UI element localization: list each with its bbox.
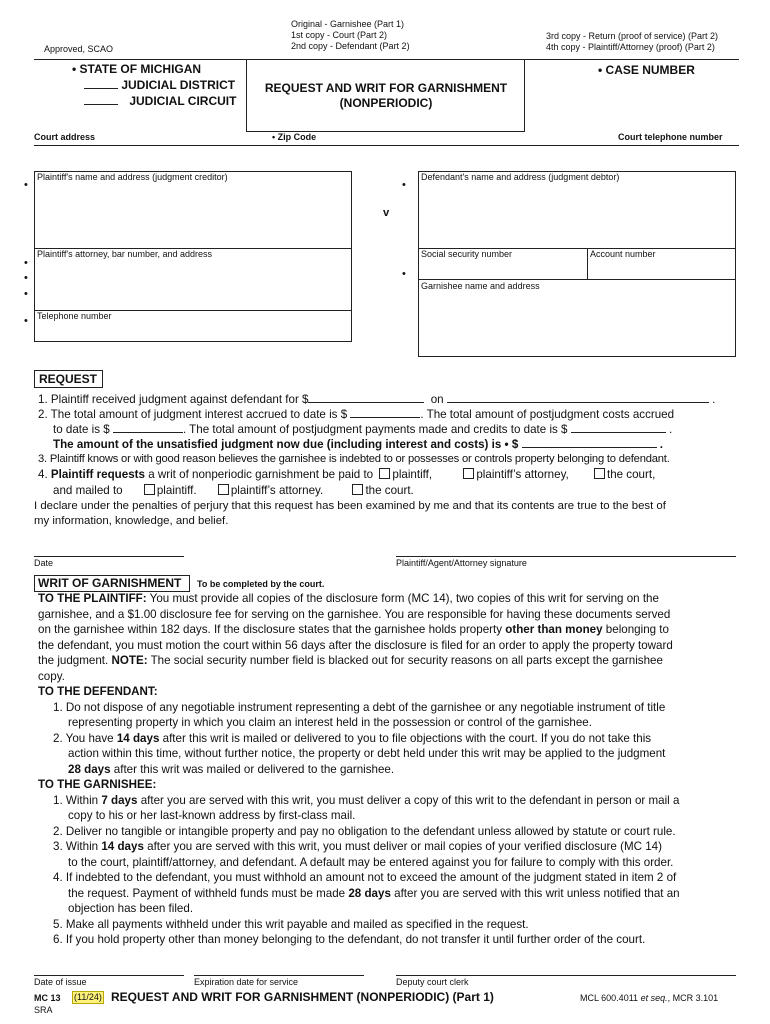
defendant-box[interactable]: [418, 171, 736, 357]
copy-line: 3rd copy - Return (proof of service) (Part 2): [546, 31, 719, 41]
judicial-district: JUDICIAL DISTRICT: [84, 78, 235, 93]
writ-subheading: To be completed by the court.: [197, 579, 325, 589]
request-item-1: 1. Plaintiff received judgment against defendant for $ on .: [38, 393, 716, 406]
versus-label: v: [383, 207, 390, 219]
bullet-marker: •: [402, 179, 406, 191]
form-title-line1: REQUEST AND WRIT FOR GARNISHMENT: [264, 81, 508, 95]
date-of-issue-label: Date of issue: [34, 977, 87, 987]
to-defendant-heading: TO THE DEFENDANT:: [38, 685, 158, 698]
copy-line: 2nd copy - Defendant (Part 2): [291, 41, 410, 51]
request-date-label: Date: [34, 558, 54, 568]
writ-heading: WRIT OF GARNISHMENT: [34, 575, 190, 592]
garnishee-item1-line2: copy to his or her last-known address by first-class mail.: [68, 809, 356, 822]
request-item-2a: 2. The total amount of judgment interest accrued to date is $ . The total amount of postjudgment costs accrued: [38, 408, 675, 421]
case-number-label: • CASE NUMBER: [598, 63, 695, 77]
mail-to-plaintiff-checkbox[interactable]: [144, 484, 155, 495]
district-blank[interactable]: [84, 78, 118, 89]
to-garnishee-heading: TO THE GARNISHEE:: [38, 778, 157, 791]
garnishee-item3-line1: 3. Within 14 days after you are served with this writ, you must deliver or mail copies of your verified disclosure (MC 14): [53, 840, 662, 853]
court-phone-label: Court telephone number: [618, 132, 723, 142]
declaration-line1: I declare under the penalties of perjury that this request has been examined by me and that its contents are true to the best of: [34, 500, 666, 512]
defendant-item2-line2: action within this time, without further notice, the property or debt held under this writ may be applied to the judgment: [68, 747, 666, 760]
request-item-3: 3. Plaintiff knows or with good reason believes the garnishee is indebted to or possesses or controls property belonging to defendant.: [38, 453, 670, 465]
request-item-4: 4. Plaintiff requests a writ of nonperiodic garnishment be paid to plaintiff, plaintiff’s attorney, the court,: [38, 468, 656, 481]
bullet-marker: •: [24, 288, 28, 300]
plaintiff-signature-line[interactable]: [396, 556, 736, 557]
plaintiff-signature-label: Plaintiff/Agent/Attorney signature: [396, 558, 527, 568]
to-plaintiff-line4: the defendant, you must motion the court within 56 days after the disclosure is filed for an order to apply the property toward: [38, 639, 673, 652]
header-divider-right: [524, 59, 525, 131]
unsatisfied-amount-blank[interactable]: [522, 437, 657, 448]
garnishee-item6: 6. If you hold property other than money belonging to the defendant, do not transfer it until further order of the court.: [53, 933, 646, 946]
declaration-line2: my information, knowledge, and belief.: [34, 515, 229, 527]
revision-date: (11/24): [74, 992, 102, 1002]
expiration-date-label: Expiration date for service: [194, 977, 299, 987]
form-title: [248, 81, 524, 111]
request-item-4-mail: and mailed to plaintiff. plaintiff’s attorney. the court.: [53, 484, 414, 497]
form-title-line2: (NONPERIODIC): [339, 96, 433, 110]
copy-distribution-left: [291, 19, 410, 52]
bullet-marker: •: [24, 315, 28, 327]
plaintiff-attorney-label: Plaintiff's attorney, bar number, and address: [37, 249, 212, 259]
request-heading: REQUEST: [34, 370, 103, 388]
citation: MCL 600.4011 et seq., MCR 3.101: [580, 993, 719, 1003]
garnishee-label: Garnishee name and address: [421, 281, 540, 291]
interest-amount-blank[interactable]: [350, 407, 420, 418]
plaintiff-name-label: Plaintiff's name and address (judgment creditor): [37, 172, 228, 182]
mail-to-attorney-checkbox[interactable]: [218, 484, 229, 495]
bullet-marker: •: [24, 179, 28, 191]
garnishee-item4-line1: 4. If indebted to the defendant, you must withhold an amount not to exceed the amount of the judgment stated in item 2 of: [53, 871, 677, 884]
to-plaintiff-line2: garnishee, and a $1.00 disclosure fee for serving on the garnishee. You are responsible for having these documents served: [38, 608, 671, 621]
costs-amount-blank[interactable]: [113, 422, 183, 433]
account-number-label: Account number: [590, 249, 656, 259]
state-of-michigan: • STATE OF MICHIGAN: [72, 62, 202, 76]
garnishee-item5: 5. Make all payments withheld under this writ payable and mailed as specified in the request.: [53, 918, 529, 931]
deputy-clerk-line[interactable]: [396, 975, 736, 976]
court-address-label: Court address: [34, 132, 96, 142]
copy-line: Original - Garnishee (Part 1): [291, 19, 405, 29]
date-signature-line[interactable]: [34, 556, 184, 557]
request-item-2c: The amount of the unsatisfied judgment now due (including interest and costs) is • $ .: [53, 438, 663, 451]
approved-scao: Approved, SCAO: [44, 44, 114, 54]
defendant-box-divider2: [418, 279, 736, 280]
judgment-amount-blank[interactable]: [308, 392, 424, 403]
paid-to-attorney-checkbox[interactable]: [463, 468, 474, 479]
footer-form-title: REQUEST AND WRIT FOR GARNISHMENT (NONPERIODIC) (Part 1): [111, 990, 494, 1004]
request-item-2b: to date is $ . The total amount of postjudgment payments made and credits to date is $ .: [53, 423, 673, 436]
bullet-marker: •: [24, 257, 28, 269]
court-info-rule: [34, 145, 739, 146]
defendant-item1-line1: 1. Do not dispose of any negotiable instrument representing a debt of the garnishee or any negotiable instrument of title: [53, 701, 666, 714]
garnishee-item3-line2: to the court, plaintiff/attorney, and defendant. A default may be entered against you for failure to comply with this order.: [68, 856, 674, 869]
header-top-rule: [34, 59, 739, 60]
copy-line: 1st copy - Court (Part 2): [291, 30, 388, 40]
sra-label: SRA: [34, 1005, 53, 1015]
circuit-blank[interactable]: [84, 94, 118, 105]
paid-to-court-checkbox[interactable]: [594, 468, 605, 479]
bullet-marker: •: [24, 272, 28, 284]
telephone-label: Telephone number: [37, 311, 112, 321]
defendant-name-label: Defendant's name and address (judgment debtor): [421, 172, 620, 182]
paid-to-plaintiff-checkbox[interactable]: [379, 468, 390, 479]
form-code: MC 13: [34, 993, 61, 1003]
garnishee-item1-line1: 1. Within 7 days after you are served with this writ, you must deliver a copy of this writ to the defendant in person or mail a: [53, 794, 680, 807]
judicial-circuit: JUDICIAL CIRCUIT: [84, 94, 236, 109]
garnishee-item4-line3: objection has been filed.: [68, 902, 194, 915]
to-plaintiff-line3: on the garnishee within 182 days. If the disclosure states that the garnishee holds property other than money belonging to: [38, 623, 669, 636]
to-plaintiff-line5: the judgment. NOTE: The social security number field is blacked out for security reasons on all parts except the garnishee: [38, 654, 663, 667]
defendant-item2-line3: 28 days after this writ was mailed or delivered to the garnishee.: [68, 763, 395, 776]
judgment-date-blank[interactable]: [447, 392, 709, 403]
expiration-date-line[interactable]: [194, 975, 364, 976]
bullet-marker: •: [402, 268, 406, 280]
to-plaintiff-line1: TO THE PLAINTIFF: You must provide all copies of the disclosure form (MC 14), two copies of this writ for serving on the: [38, 592, 659, 605]
zip-code-label: • Zip Code: [272, 132, 317, 142]
garnishee-item4-line2: the request. Payment of withheld funds must be made 28 days after you are served with this writ unless notified that an: [68, 887, 680, 900]
payments-amount-blank[interactable]: [571, 422, 666, 433]
to-plaintiff-line6: copy.: [38, 670, 65, 683]
ssn-label: Social security number: [421, 249, 513, 259]
deputy-clerk-label: Deputy court clerk: [396, 977, 469, 987]
defendant-item1-line2: representing property in which you claim an interest held in the possession or control of the garnishee.: [68, 716, 592, 729]
garnishee-item2: 2. Deliver no tangible or intangible property and pay no obligation to the defendant unless allowed by statute or court rule.: [53, 825, 676, 838]
copy-line: 4th copy - Plaintiff/Attorney (proof) (Part 2): [546, 42, 715, 52]
header-divider-left: [246, 59, 247, 131]
date-of-issue-line[interactable]: [34, 975, 184, 976]
ssn-account-divider: [587, 248, 588, 279]
copy-distribution-right: [546, 31, 718, 53]
mail-to-court-checkbox[interactable]: [352, 484, 363, 495]
defendant-item2-line1: 2. You have 14 days after this writ is mailed or delivered to you to file objections with the court. If you do not take this: [53, 732, 652, 745]
